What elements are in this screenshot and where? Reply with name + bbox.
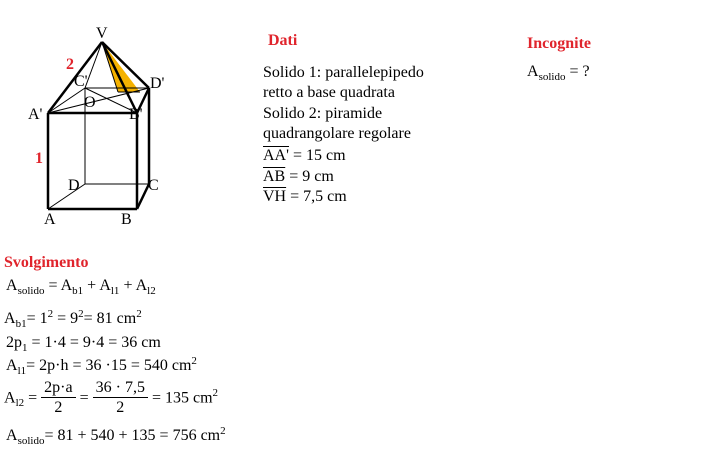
step-3: $2p_1 = 1\cdot 4 = 9\cdot 4 = 36$ cm	[6, 334, 161, 354]
incognite-line: $A_{solido}$ = ?	[527, 63, 590, 83]
dati-line-4: quadrangolare regolare	[263, 125, 411, 142]
label-b-top: B'	[129, 106, 143, 123]
value-vh: = 7,5 cm	[286, 188, 347, 205]
dati-line-1: Solido 1: parallelepipedo	[263, 64, 424, 81]
value-ab: = 9 cm	[285, 168, 334, 185]
label-c: C	[148, 177, 159, 194]
value-aa: = 15 cm	[289, 147, 346, 164]
label-solid-1: 1	[35, 150, 43, 167]
dati-title: Dati	[268, 32, 298, 49]
dati-ab	[263, 167, 334, 187]
step-1: $A_{solido} = A_{b1} + A_{l1} + A_{l2}$	[6, 277, 156, 297]
label-b: B	[121, 211, 132, 228]
dati-line-2: retto a base quadrata	[263, 84, 395, 101]
segment-ab: $\overline{AB}$	[263, 168, 286, 185]
dati-aa	[263, 146, 346, 166]
label-d: D	[68, 177, 80, 194]
dati-vh	[263, 187, 347, 207]
fraction-1: $\frac{2p\cdot a}{2}$	[41, 379, 75, 418]
segment-vh: $\overline{VH}$	[263, 188, 287, 205]
step-2: $A_{b1}= 1^2 = 9^2= 81$ $cm^2$	[4, 308, 142, 330]
segment-aa: AA'	[263, 147, 289, 164]
label-v: V	[96, 25, 108, 42]
label-d-top: D'	[150, 75, 165, 92]
solid-figure	[0, 0, 240, 240]
step-4: $A_{l1}= 2p\cdot h = 36 \cdot 15 = 540$ $cm^2$	[6, 355, 197, 377]
incognite-title: Incognite	[527, 35, 591, 52]
step-5: $A_{l2}$ = $\frac{2p\cdot a}{2}$ = $\frac{36 \cdot 7,5}{2}$ = 135 $cm^2$	[4, 379, 219, 416]
dati-line-3: Solido 2: piramide	[263, 105, 383, 122]
step-6: $A_{solido}= 81 + 540 + 135 = 756$ $cm^2$	[6, 425, 226, 447]
label-solid-2: 2	[66, 56, 74, 73]
highlight-triangle	[102, 42, 140, 92]
label-o: O	[84, 94, 96, 111]
label-a-top: A'	[28, 106, 43, 123]
label-a: A	[44, 211, 56, 228]
fraction-2: $\frac{36 \cdot 7,5}{2}$	[93, 379, 148, 418]
label-c-top: C'	[74, 73, 88, 90]
svolgimento-title: Svolgimento	[4, 254, 89, 271]
